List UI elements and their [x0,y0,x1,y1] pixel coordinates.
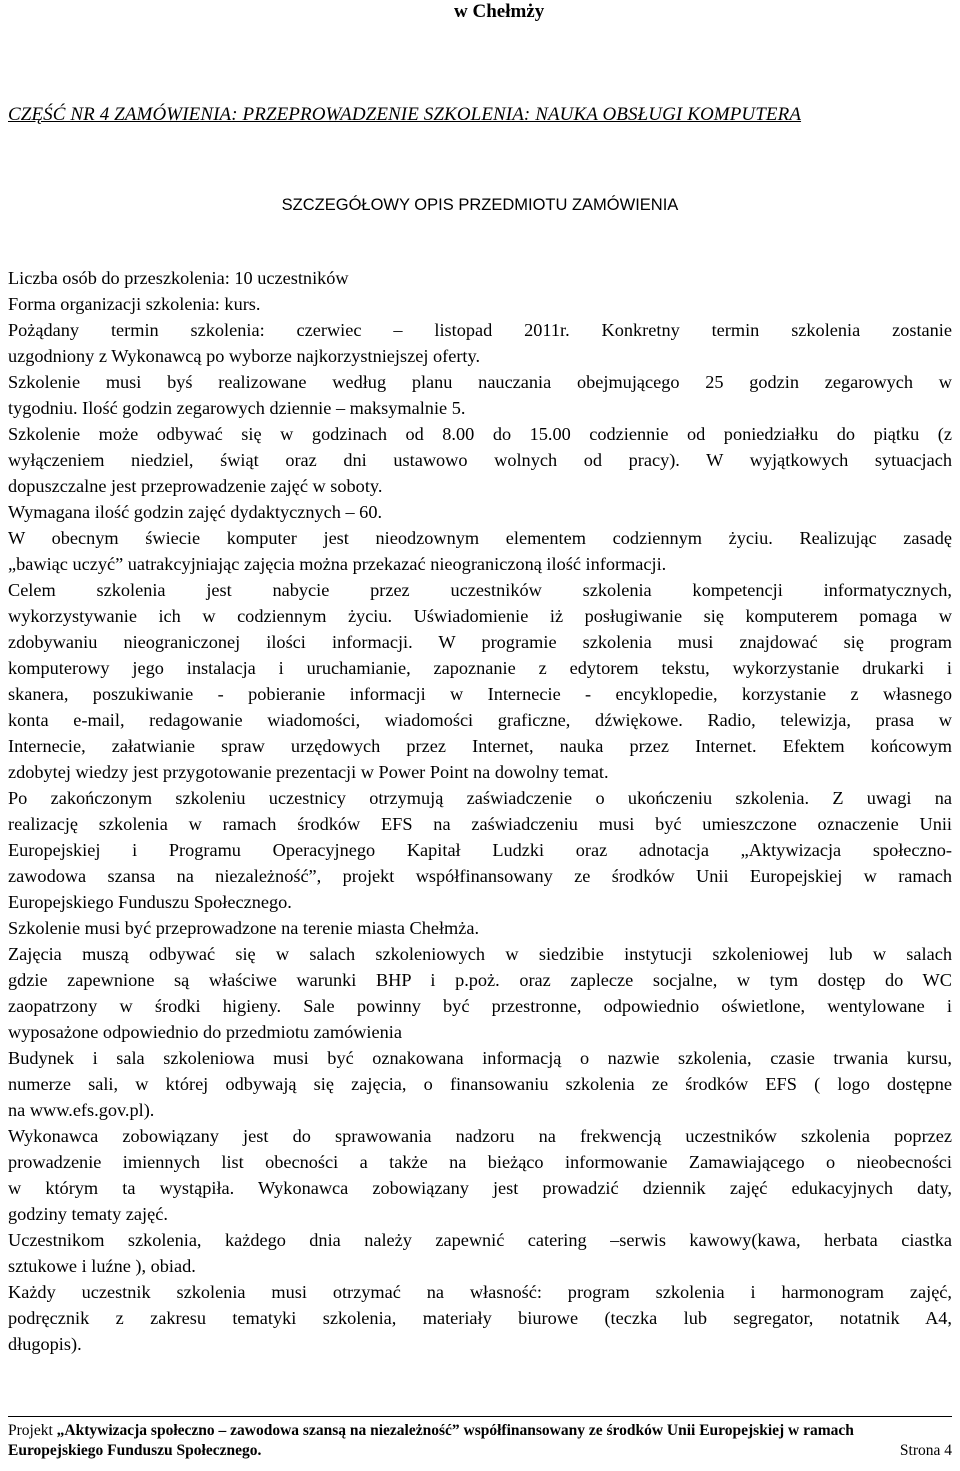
body-line: komputerowy jego instalacja i uruchamianie, zapoznanie z edytorem tekstu, wykorzystanie drukarki i [8,658,952,678]
body-line: Europejskiego Funduszu Społecznego. [8,892,292,912]
body-line: Uczestnikom szkolenia, każdego dnia należy zapewnić catering –serwis kawowy(kawa, herbata ciastka [8,1230,952,1250]
footer-fund: Europejskiego Funduszu Społecznego. [8,1442,262,1459]
body-line: Europejskiej i Programu Operacyjnego Kapitał Ludzki oraz adnotacja „Aktywizacja społeczno- [8,840,952,860]
body-line: Celem szkolenia jest nabycie przez uczestników szkolenia kompetencji informatycznych, [8,580,952,600]
top-heading: w Chełmży [454,1,545,22]
body-line: prowadzenie imiennych list obecności a także na bieżąco informowanie Zamawiającego o nieobecności [8,1152,952,1172]
body-line: Szkolenie musi byś realizowane według planu nauczania obejmującego 25 godzin zegarowych w [8,372,952,392]
page-number: Strona 4 [899,1442,952,1459]
body-line: zdobywaniu nieograniczonej ilości informacji. W programie szkolenia musi znajdować się program [8,632,952,652]
body-line: gdzie zapewnione są właściwe warunki BHP i p.poż. oraz zaplecze socjalne, w tym dostęp do WC [8,970,952,990]
body-line: dopuszczalne jest przeprowadzenie zajęć w soboty. [8,476,383,496]
body-line: zawodowa szansa na niezależność”, projekt współfinansowany ze środków Unii Europejskiej w ramach [8,866,952,886]
body-line: Szkolenie może odbywać się w godzinach od 8.00 do 15.00 codziennie od poniedziałku do piątku (z [8,424,952,444]
body-line: zdobytej wiedzy jest przygotowanie prezentacji w Power Point na dowolny temat. [8,762,609,782]
body-line: W obecnym świecie komputer jest nieodzownym elementem codziennym życiu. Realizując zasadę [8,528,952,548]
body-line: numerze sali, w której odbywają się zajęcia, o finansowaniu szkolenia ze środków EFS ( logo dostępne [8,1074,952,1094]
body-line: Szkolenie musi być przeprowadzone na terenie miasta Chełmża. [8,918,480,938]
body-line: Każdy uczestnik szkolenia musi otrzymać na własność: program szkolenia i harmonogram zajęć, [8,1282,952,1302]
body-line: wykorzystywanie ich w codziennym życiu. Uświadomienie iż posługiwanie się komputerem pomaga w [8,606,952,626]
body-line: skanera, poszukiwanie - pobieranie informacji w Internecie - encyklopedie, korzystanie z własnego [8,684,952,704]
body-line: podręcznik z zakresu tematyki szkolenia, materiały biurowe (teczka lub segregator, notatnik A4, [8,1308,952,1328]
body-line: godziny tematy zajęć. [8,1204,168,1224]
body-line: Zajęcia muszą odbywać się w salach szkoleniowych w siedzibie instytucji szkoleniowej lub w salach [8,944,952,964]
body-line: Forma organizacji szkolenia: kurs. [8,294,261,314]
body-line: sztukowe i luźne ), obiad. [8,1256,196,1276]
body-line: „bawiąc uczyć” uatrakcyjniając zajęcia można przekazać nieograniczoną ilość informacji. [8,554,667,574]
body-line: zaopatrzony w środki higieny. Sale powinny być przestronne, odpowiednio oświetlone, wentylowane i [8,996,952,1016]
body-line: Budynek i sala szkoleniowa musi być oznakowana informacją o nazwie szkolenia, czasie trwania kursu, [8,1048,952,1068]
body-line: Liczba osób do przeszkolenia: 10 uczestników [8,268,349,288]
footer-divider [8,1416,952,1417]
body-line: Wymagana ilość godzin zajęć dydaktycznych – 60. [8,502,383,522]
footer-project-line [8,1421,952,1441]
footer-prefix: Projekt [8,1422,57,1439]
part-title: CZĘŚĆ NR 4 ZAMÓWIENIA: PRZEPROWADZENIE SZKOLENIA: NAUKA OBSŁUGI KOMPUTERA [8,104,802,125]
body-line: Pożądany termin szkolenia: czerwiec – listopad 2011r. Konkretny termin szkolenia zostanie [8,320,952,340]
body-line: wyłączeniem niedziel, świąt oraz dni ustawowo wolnych od pracy). W wyjątkowych sytuacjach [8,450,952,470]
body-line: Wykonawca zobowiązany jest do sprawowania nadzoru na frekwencją uczestników szkolenia poprzez [8,1126,952,1146]
body-text [8,265,952,1357]
footer-project-name: „Aktywizacja społeczno – zawodowa szansą na niezależność” współfinansowany ze środków Unii Europejskiej w ramach [56,1422,854,1439]
body-line: realizację szkolenia w ramach środków EFS na zaświadczeniu musi być umieszczone oznaczenie Unii [8,814,952,834]
body-line: długopis). [8,1334,82,1354]
page-footer [8,1421,952,1461]
body-line: w którym ta wystąpiła. Wykonawca zobowiązany jest prowadzić dziennik zajęć edukacyjnych daty, [8,1178,952,1198]
body-line: tygodniu. Ilość godzin zegarowych dziennie – maksymalnie 5. [8,398,466,418]
spec-title: SZCZEGÓŁOWY OPIS PRZEDMIOTU ZAMÓWIENIA [281,196,679,214]
body-line: Internecie, załatwianie spraw urzędowych przez Internet, nauka przez Internet. Efektem końcowym [8,736,952,756]
body-line: wyposażone odpowiednio do przedmiotu zamówienia [8,1022,402,1042]
body-line: uzgodniony z Wykonawcą po wyborze najkorzystniejszej oferty. [8,346,481,366]
body-line: na www.efs.gov.pl). [8,1100,155,1120]
body-line: Po zakończonym szkoleniu uczestnicy otrzymują zaświadczenie o ukończeniu szkolenia. Z uwagi na [8,788,952,808]
footer-second-line [8,1441,952,1461]
body-line: konta e-mail, redagowanie wiadomości, wiadomości graficzne, dźwiękowe. Radio, telewizja, prasa w [8,710,952,730]
